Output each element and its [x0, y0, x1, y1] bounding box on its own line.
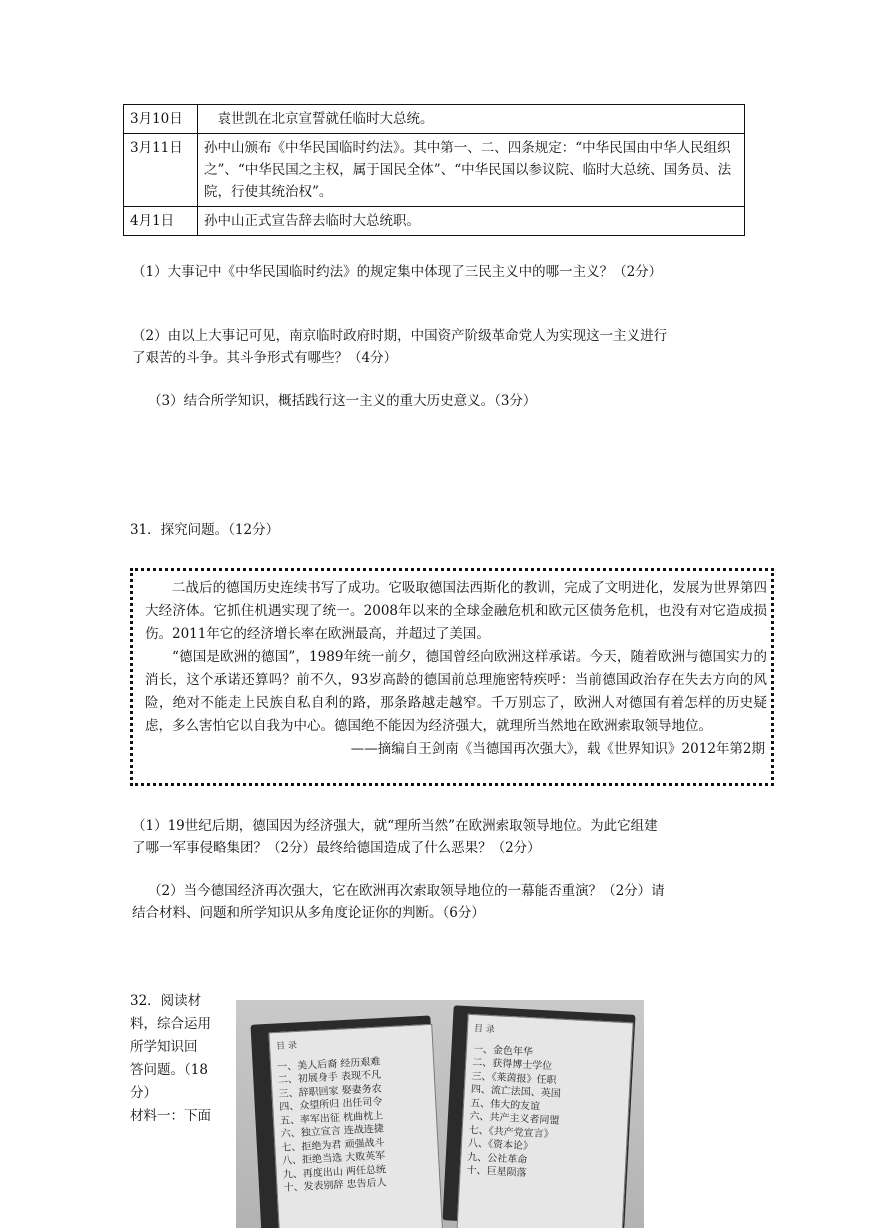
- contents-item: 四、众望所归 出任司令: [279, 1096, 383, 1113]
- material-paragraph: 二战后的德国历史连续书写了成功。它吸取德国法西斯化的教训，完成了文明进化，发展为世界第四大经济体。它抓住机遇实现了统一。2008年以来的全球金融危机和欧元区债务危机，也没有对它造成损伤。2011年它的经济增长率在欧洲最高，并超过了美国。: [145, 580, 767, 642]
- contents-header: 目 录: [275, 1040, 298, 1053]
- contents-item: 十、巨星陨落: [466, 1164, 527, 1180]
- q32-line: 分）: [130, 1085, 157, 1101]
- contents-item: 一、美人后裔 经历艰难: [276, 1056, 381, 1073]
- table-row: [124, 105, 745, 134]
- event-date: 3月11日: [124, 134, 198, 207]
- event-text: 孙中山正式宣告辞去临时大总统职。: [198, 207, 745, 236]
- contents-item: 一、金色年华: [472, 1043, 534, 1058]
- contents-item: 三、辞职回家 娶妻务农: [278, 1083, 382, 1100]
- q30-part1: （1）大事记中《中华民国临时约法》的规定集中体现了三民主义中的哪一主义？（2分）: [132, 264, 663, 280]
- right-book-contents: [456, 1014, 633, 1228]
- q31-part1-line1: （1）19世纪后期，德国因为经济强大，就“理所当然”在欧洲索取领导地位。为此它组建: [132, 818, 658, 834]
- q32-intro: [130, 990, 230, 1128]
- event-date: 3月10日: [124, 105, 198, 134]
- event-text: 孙中山颁布《中华民国临时约法》。其中第一、二、四条规定：“中华民国由中华人民组织之”、“中华民国之主权，属于国民全体”、“中华民国以参议院、临时大总统、国务员、法院，行使其统治权”。: [198, 134, 745, 207]
- q32-line: 答问题。（18: [130, 1062, 208, 1078]
- book-contents-photo: [236, 1000, 644, 1228]
- q30-part2-line2: 了艰苦的斗争。其斗争形式有哪些？（4分）: [132, 350, 398, 366]
- q31-title: 31．探究问题。（12分）: [130, 522, 280, 538]
- q32-line: 所学知识回: [130, 1039, 198, 1055]
- q32-line: 材料一：下面: [130, 1108, 211, 1124]
- material-box: [130, 568, 774, 786]
- contents-item: 五、伟大的友谊: [469, 1097, 541, 1113]
- contents-item: 三、《莱茵报》任职: [471, 1070, 557, 1087]
- contents-item: 五、率军出征 枕曲枕上: [279, 1110, 384, 1127]
- q31-part2-line1: （2）当今德国经济再次强大，它在欧洲再次索取领导地位的一幕能否重演？（2分）请: [148, 883, 665, 899]
- q31-part2-line2: 结合材料、问题和所学知识从多角度论证你的判断。（6分）: [132, 905, 485, 921]
- contents-item: 八、拒绝当选 大败英军: [281, 1150, 386, 1167]
- material-source: ——摘编自王剑南《当德国再次强大》，载《世界知识》2012年第2期: [350, 741, 765, 757]
- table-row: [124, 134, 745, 207]
- contents-item: 十、发表别辞 忠告后人: [283, 1177, 387, 1194]
- q32-line: 料，综合运用: [130, 1016, 211, 1032]
- contents-header: 目 录: [473, 1024, 496, 1036]
- contents-item: 九、再度出山 两任总统: [282, 1163, 387, 1181]
- contents-item: 六、独立宣言 连战连捷: [280, 1123, 385, 1140]
- events-table: [123, 104, 745, 236]
- contents-item: 八、《资本论》: [467, 1138, 534, 1153]
- q30-part3: （3）结合所学知识，概括践行这一主义的重大历史意义。（3分）: [148, 393, 537, 409]
- event-date: 4月1日: [124, 207, 198, 236]
- q31-part1-line2: 了哪一军事侵略集团？（2分）最终给德国造成了什么恶果？（2分）: [132, 840, 541, 856]
- contents-item: 二、初展身手 表现不凡: [277, 1069, 382, 1087]
- table-row: [124, 207, 745, 236]
- material-paragraph: “德国是欧洲的德国”，1989年统一前夕，德国曾经向欧洲这样承诺。今天，随着欧洲与德国实力的消长，这个承诺还算吗？前不久，93岁高龄的德国前总理施密特疾呼：当前德国政治存在失去方向的风险，绝对不能走上民族自私自利的路，那条路越走越窄。千万别忘了，欧洲人对德国有着怎样的历史疑虑，多么害怕它以自我为中心。德国绝不能因为经济强大，就理所当然地在欧洲索取领导地位。: [145, 649, 767, 734]
- event-text: 袁世凯在北京宣誓就任临时大总统。: [198, 105, 745, 134]
- contents-item: 四、流亡法国、英国: [470, 1084, 562, 1100]
- contents-item: 九、公社革命: [467, 1151, 528, 1166]
- contents-item: 七、《共产党宣言》: [468, 1124, 554, 1140]
- contents-item: 七、拒绝为君 顽强战斗: [281, 1137, 385, 1154]
- left-book-contents: [268, 1024, 443, 1228]
- q32-line: 32．阅读材: [130, 993, 202, 1009]
- contents-item: 二、获得博士学位: [471, 1057, 553, 1073]
- q30-part2-line1: （2）由以上大事记可见，南京临时政府时期，中国资产阶级革命党人为实现这一主义进行: [132, 328, 668, 344]
- contents-item: 六、共产主义者同盟: [469, 1111, 560, 1127]
